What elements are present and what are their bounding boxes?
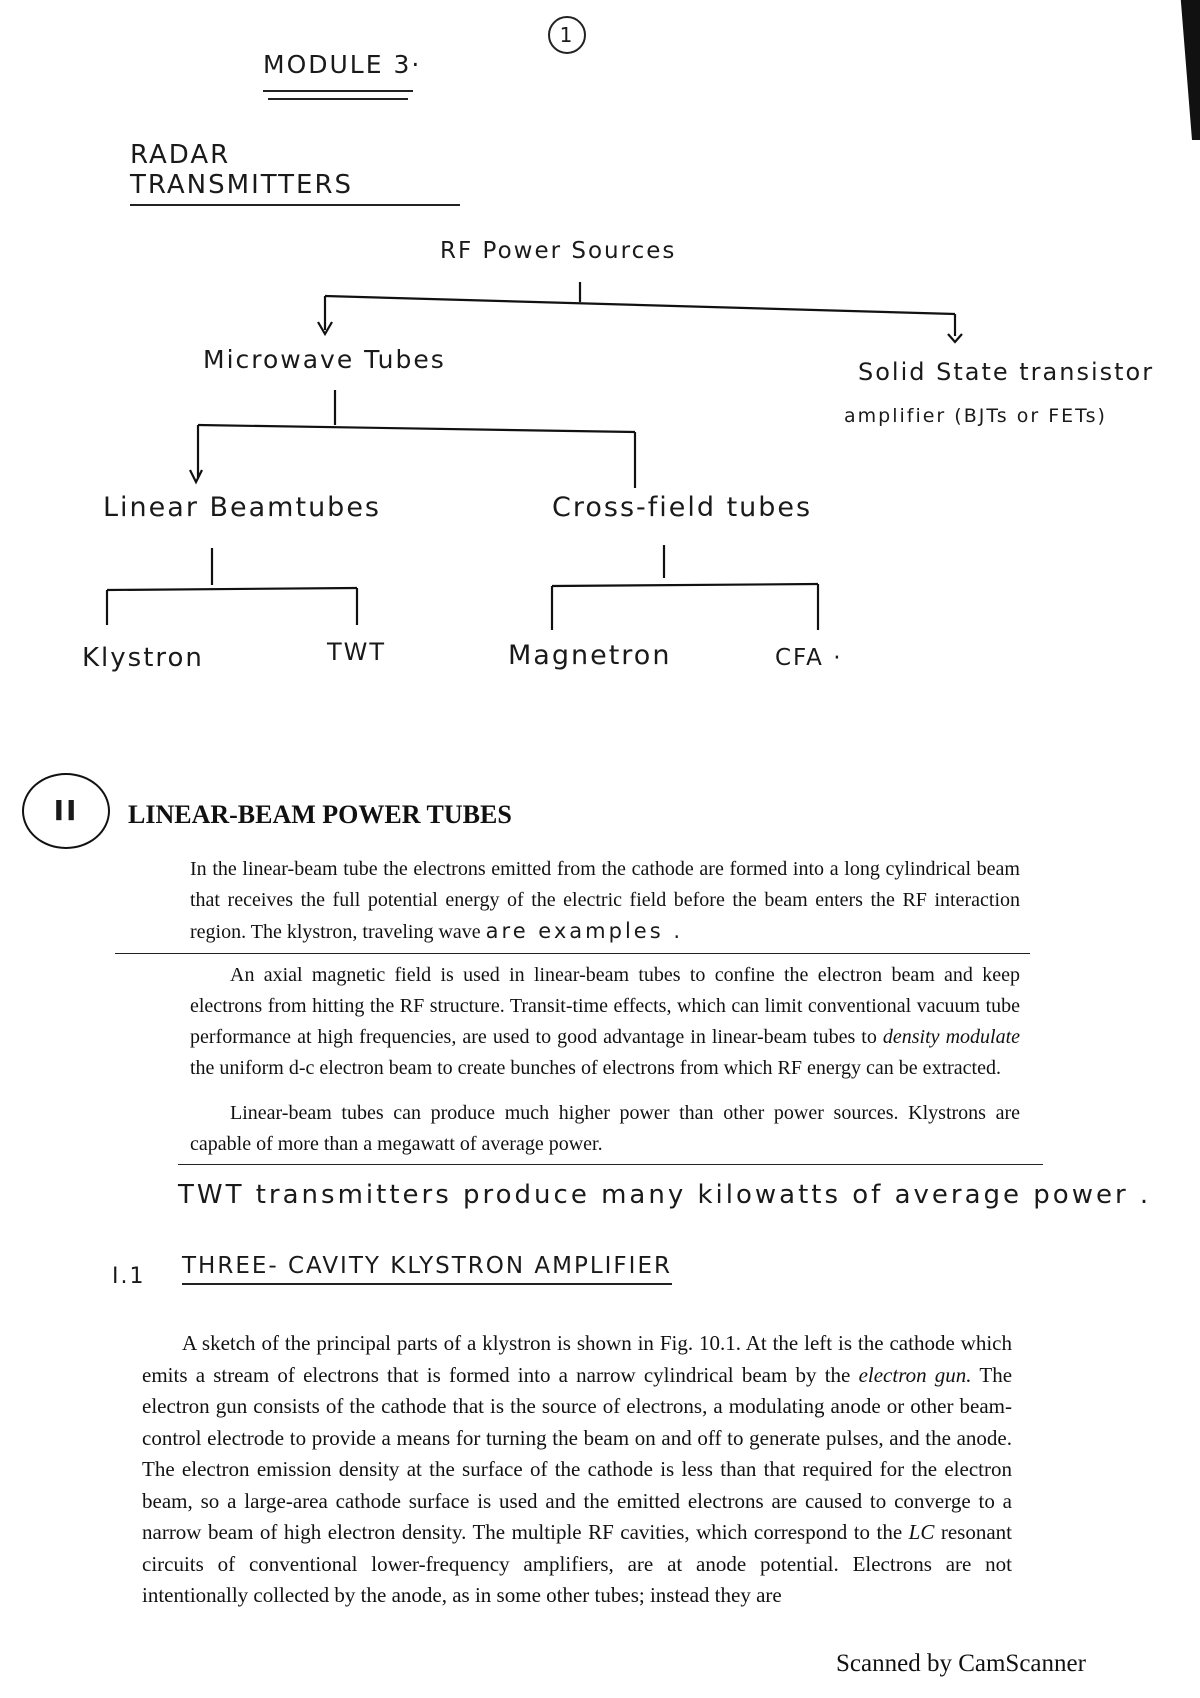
- section-title: RADAR TRANSMITTERS: [130, 140, 460, 206]
- paragraph-2-end: the uniform d-c electron beam to create bunches of electrons from which RF energy can be extracted.: [190, 1057, 1001, 1079]
- paragraph-4-b: The electron gun consists of the cathode that is the source of electrons, a modulating anode or other beam-control electrode to provide a means for turning the beam on and off to generate pulses, and the anode. The electron emission density at the surface of the cathode is less than that required for the electron beam, so a large-area cathode surface is used and the emitted electrons are caused to converge to a narrow beam of high electron density. The multiple RF cavities, which correspond to the: [142, 1362, 1013, 1544]
- tree-node-cfa: CFA ·: [775, 645, 843, 671]
- tree-node-cross-field: Cross-field tubes: [552, 492, 813, 523]
- arrow-linear: [190, 470, 202, 482]
- edge-cross-bar: [552, 584, 818, 586]
- paragraph-4-emphasis-1: electron gun.: [858, 1362, 972, 1387]
- paragraph-1-handwritten: are examples .: [485, 919, 683, 943]
- paragraph-2-text: An axial magnetic field is used in linear-beam tubes to confine the electron beam and keep electrons from hitting the RF structure. Transit-time effects, which can limit conventional vacuum tube performance at high frequencies, are used to good advantage in linear-beam tubes to: [190, 964, 1020, 1048]
- edge-lin-bar: [107, 588, 357, 590]
- paragraph-3: [190, 1098, 1020, 1160]
- tree-node-linear-beam: Linear Beamtubes: [103, 492, 381, 523]
- paragraph-4-c: resonant circuits of conventional lower-frequency amplifiers, are at anode potential. Electrons are not intentionally collected by the anode, as in some other tubes; instead they are: [142, 1520, 1012, 1607]
- solid-state-line1: Solid State transistor: [858, 358, 1155, 386]
- margin-mark-circle: [22, 773, 110, 849]
- scanner-footer: Scanned by CamScanner: [836, 1650, 1086, 1677]
- paragraph-4-a: A sketch of the principal parts of a klystron is shown in Fig. 10.1. At the left is the cathode which emits a stream of electrons that is formed into a narrow cylindrical beam by the: [142, 1331, 1012, 1387]
- tree-node-microwave-tubes: Microwave Tubes: [203, 345, 446, 374]
- paragraph-4: [142, 1328, 1012, 1612]
- paragraph-3-underline: [178, 1164, 1043, 1165]
- margin-mark-label: II: [53, 794, 79, 827]
- handwritten-note: TWT transmitters produce many kilowatts of average power .: [178, 1180, 1152, 1210]
- edge-mw-bar: [198, 425, 635, 432]
- page-number: 1: [559, 23, 575, 47]
- edge-root-bar: [325, 296, 955, 314]
- tree-node-klystron: Klystron: [82, 643, 204, 673]
- tree-node-magnetron: Magnetron: [508, 640, 672, 671]
- tree-node-twt: TWT: [327, 638, 387, 666]
- paragraph-2-emphasis: density modulate: [882, 1026, 1021, 1048]
- solid-state-line2: amplifier (BJTs or FETs): [844, 405, 1107, 427]
- tree-node-root: RF Power Sources: [440, 238, 677, 264]
- tree-node-solid-state: [844, 350, 1155, 438]
- paragraph-2: [190, 960, 1020, 1084]
- paragraph-1: [190, 854, 1020, 948]
- section-heading: LINEAR-BEAM POWER TUBES: [128, 800, 512, 829]
- paragraph-3-text: Linear-beam tubes can produce much higher power than other power sources. Klystrons are capable of more than a megawatt of average power.: [190, 1102, 1020, 1155]
- paragraph-4-emphasis-2: LC: [908, 1520, 935, 1544]
- module-label: MODULE 3·: [263, 50, 422, 79]
- margin-mark-2: I.1: [112, 1264, 146, 1289]
- paragraph-1-text: In the linear-beam tube the electrons emitted from the cathode are formed into a long cylindrical beam that receives the full potential energy of the electric field before the beam enters the RF interaction region. The klystron, traveling wave: [190, 858, 1020, 943]
- paragraph-1-underline: [115, 953, 1030, 954]
- subheading: THREE- CAVITY KLYSTRON AMPLIFIER: [182, 1253, 672, 1285]
